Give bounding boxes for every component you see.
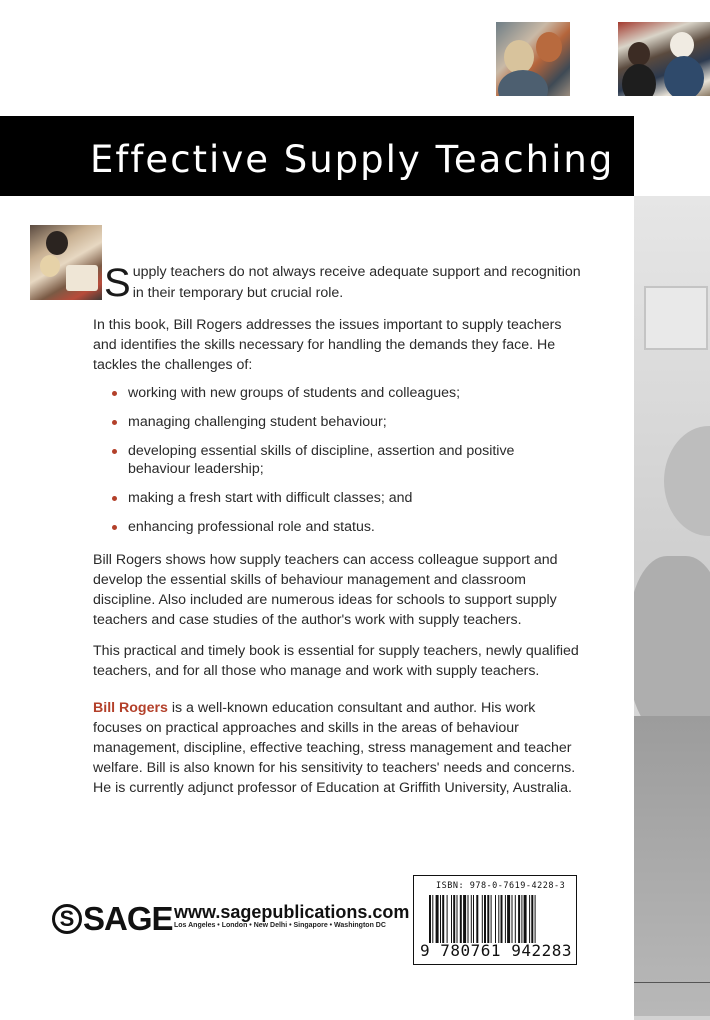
strip-photo-figure xyxy=(634,556,710,736)
challenge-list xyxy=(112,384,542,547)
barcode-bar xyxy=(440,895,441,943)
book-title: Effective Supply Teaching xyxy=(90,138,615,181)
barcode-bar xyxy=(476,895,478,943)
list-item: developing essential skills of discipline, assertion and positive behaviour leadership; xyxy=(112,442,542,478)
sage-logo xyxy=(52,900,173,938)
strip-photo-figure xyxy=(634,716,710,1016)
sage-logo-icon: S xyxy=(52,904,82,934)
barcode-bar xyxy=(531,895,533,943)
description-paragraph-1: In this book, Bill Rogers addresses the issues important to supply teachers and identifies the skills necessary for handling the demands they face. He tackles the challenges of: xyxy=(93,317,562,373)
author-name: Bill Rogers xyxy=(93,700,168,716)
barcode-bar xyxy=(524,895,527,943)
barcode-bar xyxy=(442,895,444,943)
barcode-number: 9 780761 942283 xyxy=(420,941,572,960)
barcode-bar xyxy=(471,895,472,943)
barcode-bar xyxy=(505,895,506,943)
barcode-bar xyxy=(521,895,522,943)
barcode-bar xyxy=(451,895,452,943)
publisher-url: www.sagepublications.com xyxy=(174,902,410,922)
bullet-icon xyxy=(112,449,117,454)
author-bio-text: is a well-known education consultant and author. His work focuses on practical approaches and skills in the areas of behaviour management, discipline, effective teaching, stress management and teacher welfare. Bill is also known for his sensitivity to teachers' needs and concerns. He is currently adjunct professor of Education at Griffith University, Australia. xyxy=(93,700,576,796)
drop-cap: S xyxy=(104,261,131,305)
barcode-bar xyxy=(487,895,489,943)
barcode-bar xyxy=(507,895,510,943)
barcode-bar xyxy=(463,895,466,943)
barcode-bar xyxy=(515,895,516,943)
strip-photo-figure xyxy=(664,426,710,536)
side-photo-strip xyxy=(634,196,710,1020)
barcode-bar xyxy=(473,895,474,943)
classroom-photo-2 xyxy=(618,22,710,96)
barcode-bar xyxy=(491,895,492,943)
barcode-bar xyxy=(501,895,503,943)
list-item: managing challenging student behaviour; xyxy=(112,413,542,431)
isbn-label: ISBN: 978-0-7619-4228-3 xyxy=(436,881,566,891)
classroom-photo-1 xyxy=(496,22,570,96)
barcode-bar xyxy=(512,895,513,943)
description-paragraph-3: This practical and timely book is essential for supply teachers, newly qualified teachers, and for all those who manage and work with supply teachers. xyxy=(93,643,579,679)
barcode-bar xyxy=(436,895,439,943)
barcode-bar xyxy=(495,895,496,943)
barcode-bar xyxy=(453,895,455,943)
barcode-bar xyxy=(484,895,486,943)
teacher-reading-photo xyxy=(30,225,102,300)
bottom-rule xyxy=(634,982,710,983)
barcode-bar xyxy=(432,895,433,943)
barcode-bar xyxy=(447,895,448,943)
bullet-icon xyxy=(112,496,117,501)
strip-photo-frame xyxy=(644,286,708,350)
barcode-bar xyxy=(529,895,530,943)
intro-text: upply teachers do not always receive adequate support and recognition in their temporary but crucial role. xyxy=(132,264,581,301)
bullet-icon xyxy=(112,420,117,425)
barcode-bar xyxy=(518,895,520,943)
sage-logo-word: SAGE xyxy=(83,900,173,937)
description-paragraph-2: Bill Rogers shows how supply teachers can access colleague support and develop the essential skills of behaviour management and classroom discipline. Also included are numerous ideas for schools to support supply teachers and case studies of the author's work with supply teachers. xyxy=(93,552,558,628)
intro-paragraph xyxy=(104,262,584,304)
barcode-bars xyxy=(429,895,569,943)
bullet-icon xyxy=(112,525,117,530)
list-item: working with new groups of students and colleagues; xyxy=(112,384,542,402)
barcode-bar xyxy=(460,895,462,943)
barcode-bar xyxy=(535,895,536,943)
barcode-bar xyxy=(429,895,431,943)
barcode-bar xyxy=(498,895,499,943)
barcode-bar xyxy=(468,895,469,943)
list-item: enhancing professional role and status. xyxy=(112,518,542,536)
barcode-bar xyxy=(457,895,458,943)
bullet-icon xyxy=(112,391,117,396)
barcode-bar xyxy=(482,895,483,943)
publisher-cities: Los Angeles • London • New Delhi • Singapore • Washington DC xyxy=(174,922,386,929)
author-bio xyxy=(93,698,583,798)
list-item: making a fresh start with difficult classes; and xyxy=(112,489,542,507)
